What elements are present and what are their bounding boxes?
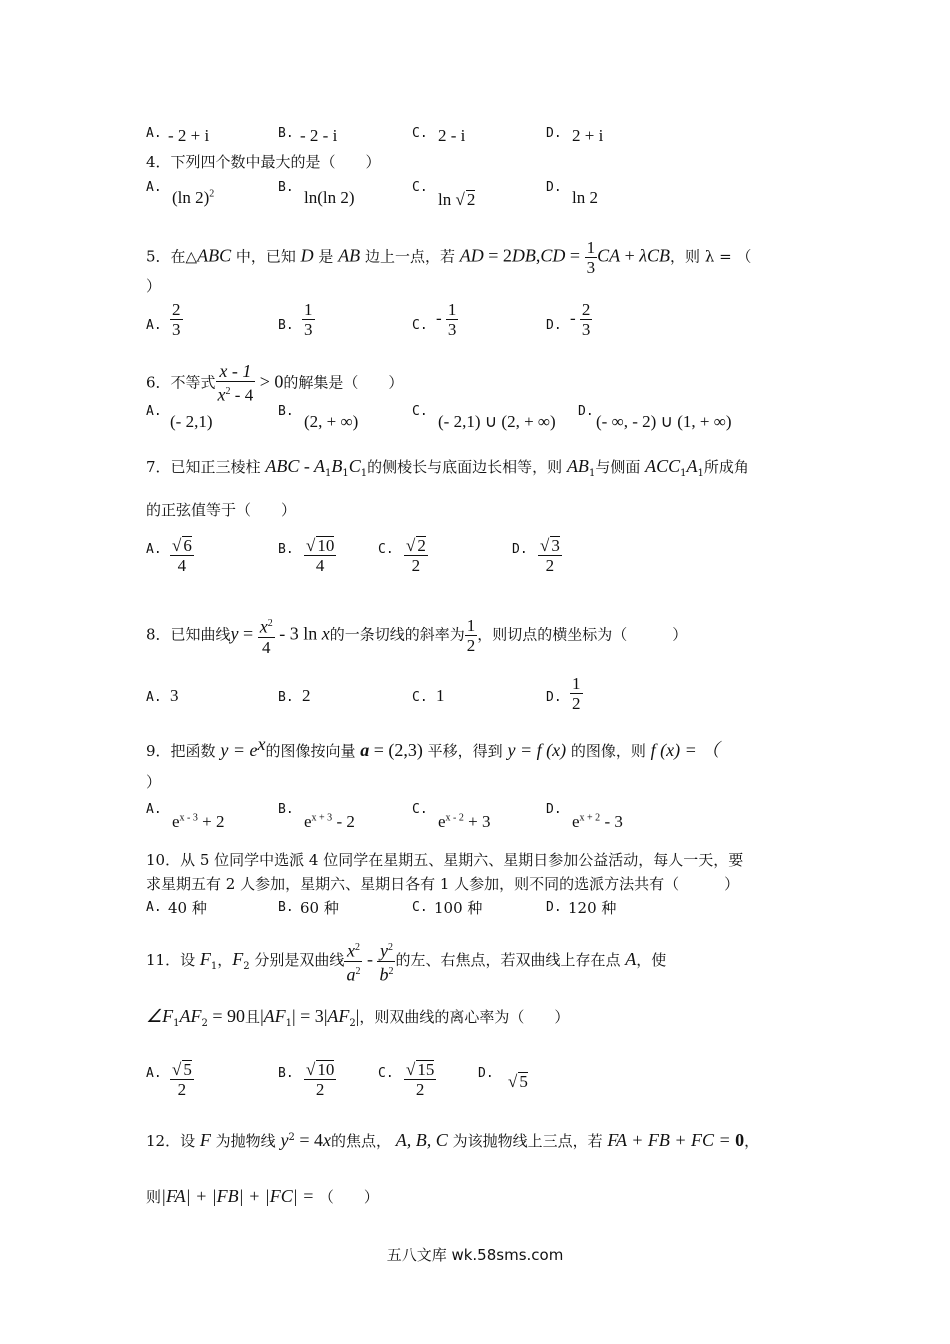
q4-stem: 4．下列四个数中最大的是（ ） xyxy=(146,153,381,171)
q5-option-c: - $\frac{1}{3}$ xyxy=(436,300,457,339)
q9-option-d-label: D. xyxy=(546,802,562,817)
q8-option-b: 2 xyxy=(302,686,311,705)
q5-option-a: $\frac{2}{3}$ xyxy=(172,300,181,339)
q7-option-d-label: D. xyxy=(512,542,528,557)
q3-option-c-label: C. xyxy=(412,126,428,141)
q4-option-b-label: B. xyxy=(278,180,294,195)
q7-option-c-label: C. xyxy=(378,542,394,557)
q9-stem: 9．把函数 $y = e^x$的图像按向量 a = (2,3) 平移，得到 y = f (x) 的图像，则 f (x) = （ xyxy=(146,734,720,760)
q3-option-a: - 2 + i xyxy=(168,126,210,145)
q10-stem-line2: 求星期五有 2 人参加，星期六、星期日各有 1 人参加，则不同的选派方法共有（ ） xyxy=(146,875,740,893)
q5-option-b-label: B. xyxy=(278,318,294,333)
q4-option-d-label: D. xyxy=(546,180,562,195)
q11-option-c-label: C. xyxy=(378,1066,394,1081)
q8-option-c: 1 xyxy=(436,686,445,705)
q5-stem-close: ） xyxy=(146,277,162,295)
q8-option-c-label: C. xyxy=(412,690,428,705)
q7-option-b-label: B. xyxy=(278,542,294,557)
q4-option-b: ln(ln 2) xyxy=(304,188,355,207)
q8-stem: 8．已知曲线y = $\frac{x^2}{4}$ - 3 ln x的一条切线的斜率为 $\frac{1}{2}$ ，则切点的横坐标为（ ） xyxy=(146,615,688,657)
q9-option-c-label: C. xyxy=(412,802,428,817)
q7-option-c: $\frac{√ 2}{2}$ xyxy=(406,536,426,575)
q9-option-b: $e^{x + 3} - 2$ xyxy=(304,812,355,831)
q6-option-a: (- 2,1) xyxy=(170,412,213,431)
q9-option-d: $e^{x + 2} - 3$ xyxy=(572,812,623,831)
q4-option-d: ln 2 xyxy=(572,188,598,207)
q3-option-b: - 2 - i xyxy=(300,126,338,145)
q7-stem-line2: 的正弦值等于（ ） xyxy=(146,501,297,519)
q3-option-a-label: A. xyxy=(146,126,162,141)
q8-option-a: 3 xyxy=(170,686,179,705)
q6-option-a-label: A. xyxy=(146,404,162,419)
q3-option-d: 2 + i xyxy=(572,126,604,145)
q5-option-a-label: A. xyxy=(146,318,162,333)
q4-option-c: ln √ 2 xyxy=(438,190,476,209)
q9-stem-close: ） xyxy=(146,773,162,791)
q11-option-a-label: A. xyxy=(146,1066,162,1081)
q5-option-d-label: D. xyxy=(546,318,562,333)
q11-option-b: $\frac{√ 10}{2}$ xyxy=(306,1060,335,1099)
q6-option-d-label: D. xyxy=(578,404,594,419)
q9-option-c: $e^{x - 2} + 3$ xyxy=(438,812,491,831)
q11-option-d: √ 5 xyxy=(508,1072,528,1091)
q6-stem: 6．不等式 $\frac{x - 1}{x^2 - 4}$ > 0的解集是（ ） xyxy=(146,361,404,405)
footer-watermark: 五八文库 wk.58sms.com xyxy=(386,1246,564,1264)
q4-option-c-label: C. xyxy=(412,180,428,195)
q8-option-b-label: B. xyxy=(278,690,294,705)
q7-option-b: $\frac{√ 10}{4}$ xyxy=(306,536,335,575)
q5-option-b: $\frac{1}{3}$ xyxy=(304,300,313,339)
q6-option-c-label: C. xyxy=(412,404,428,419)
q7-option-a-label: A. xyxy=(146,542,162,557)
q10-option-b-label: B. xyxy=(278,900,294,915)
q3-option-b-label: B. xyxy=(278,126,294,141)
q5-stem: 5．在△ABC 中，已知 D 是 AB 边上一点，若 AD = 2DB,CD = $\frac{1}{3}$ CA + λCB，则 λ = （ xyxy=(146,238,752,277)
q8-option-d: $\frac{1}{2}$ xyxy=(572,674,581,713)
q7-stem: 7．已知正三棱柱 ABC - $A_1B_1C_1$的侧棱长与底面边长相等，则 $AB_1$与侧面 $ACC_1A_1$所成角 xyxy=(146,456,749,479)
q11-stem-line2: $\angle F_1AF_2 = 90$且$|AF_1| = 3|AF_2|$，则双曲线的离心率为（ ） xyxy=(146,1006,570,1029)
q9-option-a: $e^{x - 3} + 2$ xyxy=(172,812,225,831)
q6-option-c: (- 2,1) ∪ (2, + ∞) xyxy=(438,412,556,431)
q6-option-b: (2, + ∞) xyxy=(304,412,359,431)
q5-option-d: - $\frac{2}{3}$ xyxy=(570,300,591,339)
q10-option-b: 60 种 xyxy=(300,899,339,917)
q10-option-a: 40 种 xyxy=(168,899,207,917)
q6-option-b-label: B. xyxy=(278,404,294,419)
q10-option-d-label: D. xyxy=(546,900,562,915)
q10-option-c-label: C. xyxy=(412,900,428,915)
q5-option-c-label: C. xyxy=(412,318,428,333)
q7-option-a: $\frac{√ 6}{4}$ xyxy=(172,536,192,575)
q11-option-c: $\frac{√ 15}{2}$ xyxy=(406,1060,435,1099)
q11-option-a: $\frac{√ 5}{2}$ xyxy=(172,1060,192,1099)
q8-option-a-label: A. xyxy=(146,690,162,705)
q3-option-c: 2 - i xyxy=(438,126,466,145)
q12-stem: 12．设 F 为抛物线 $y^2 = 4x$的焦点， A, B, C 为该抛物线上三点，若 FA + FB + FC = 0， xyxy=(146,1130,760,1150)
q10-option-c: 100 种 xyxy=(434,899,483,917)
q11-option-d-label: D. xyxy=(478,1066,494,1081)
q6-option-d: (- ∞, - 2) ∪ (1, + ∞) xyxy=(596,412,732,431)
q8-option-d-label: D. xyxy=(546,690,562,705)
q9-option-a-label: A. xyxy=(146,802,162,817)
q4-option-a-label: A. xyxy=(146,180,162,195)
q3-option-d-label: D. xyxy=(546,126,562,141)
q10-option-a-label: A. xyxy=(146,900,162,915)
q4-option-a: (ln 2)$^2$ xyxy=(172,188,215,207)
q11-stem: 11．设 $F_1$，$F_2$ 分别是双曲线 $\frac{x^2}{a^2}$ - $\frac{y^2}{b^2}$ 的左、右焦点，若双曲线上存在点 A，使 xyxy=(146,940,667,985)
q9-option-b-label: B. xyxy=(278,802,294,817)
q10-option-d: 120 种 xyxy=(568,899,617,917)
q10-stem-line1: 10．从 5 位同学中选派 4 位同学在星期五、星期六、星期日参加公益活动，每人一天，要 xyxy=(146,851,744,869)
q12-stem-line2: 则|FA| + |FB| + |FC| = （ ） xyxy=(146,1186,379,1206)
q11-option-b-label: B. xyxy=(278,1066,294,1081)
q7-option-d: $\frac{√ 3}{2}$ xyxy=(540,536,560,575)
